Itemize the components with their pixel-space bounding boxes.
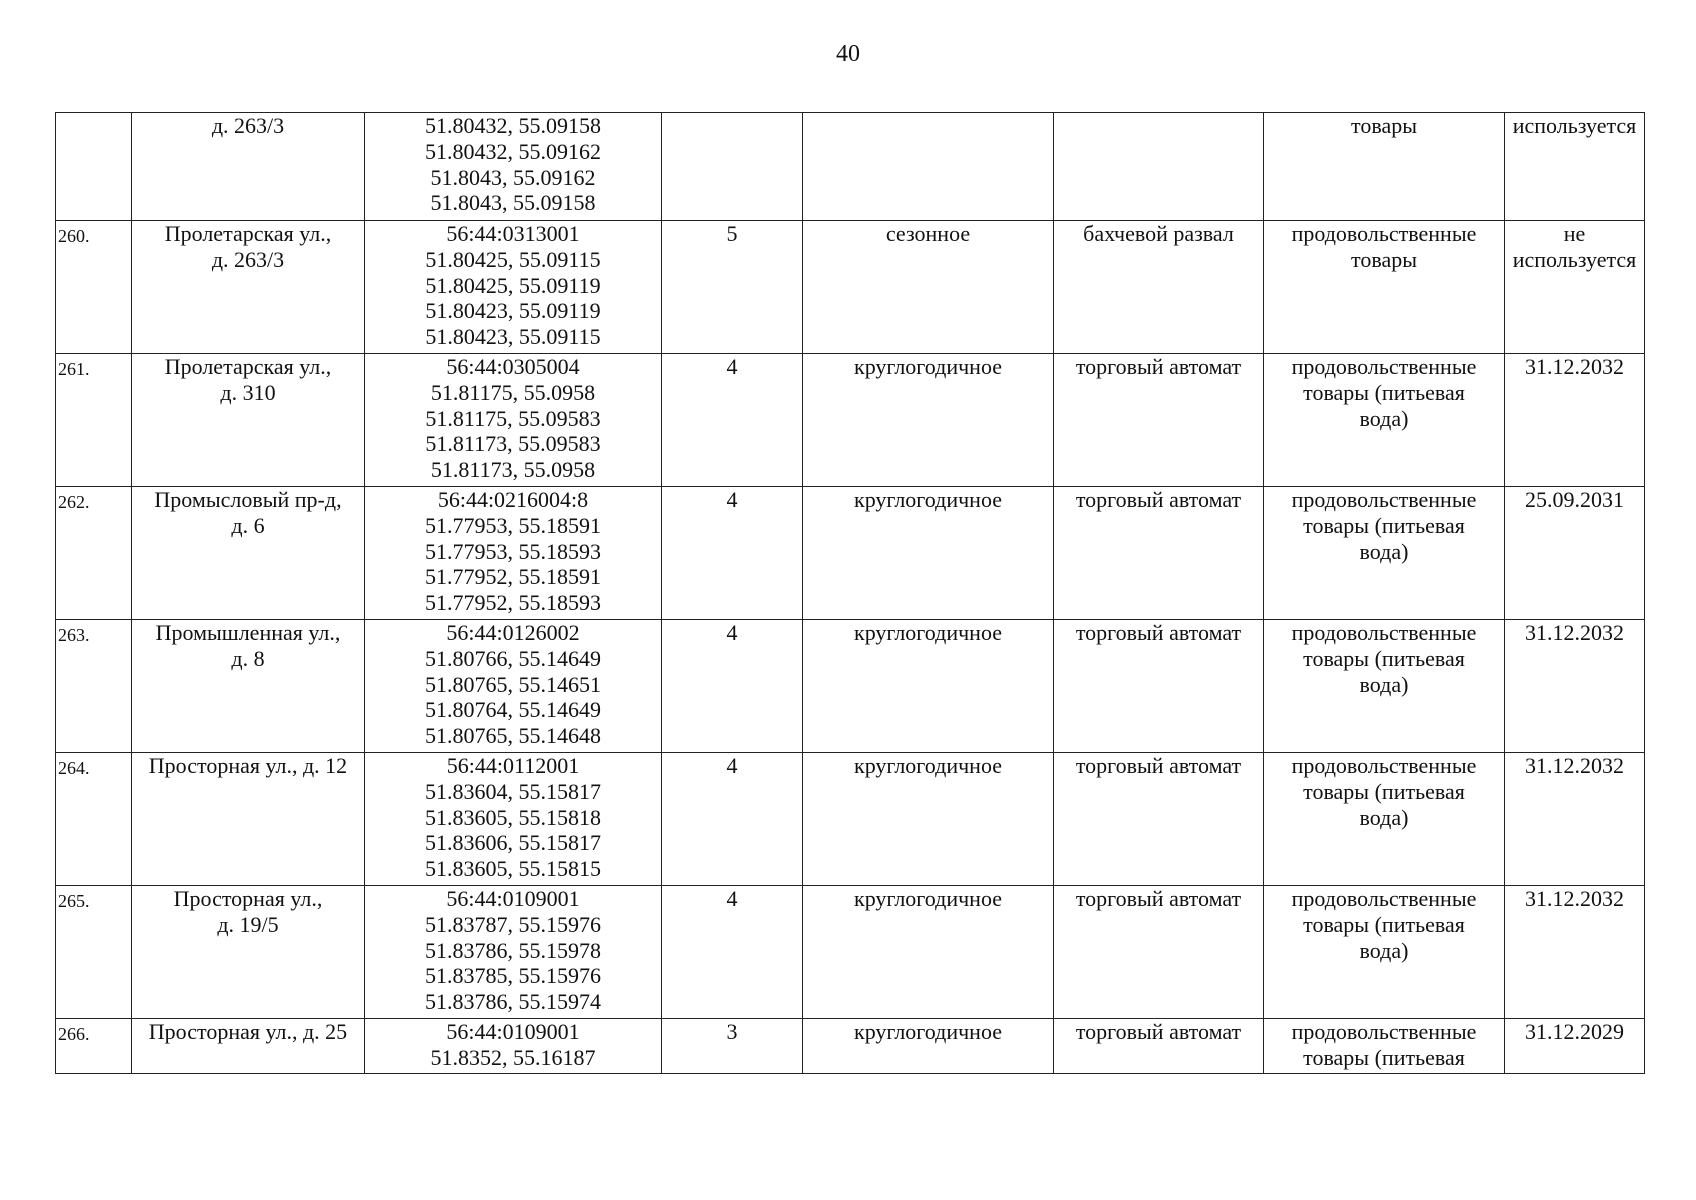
goods-line: товары (питьевая xyxy=(1303,512,1465,538)
count-cell: 5 xyxy=(662,221,803,354)
coordinate-line: 51.81175, 55.0958 xyxy=(430,379,596,405)
address-line: Пролетарская ул., xyxy=(164,221,332,246)
coordinate-line: 51.80764, 55.14649 xyxy=(425,697,601,723)
address-line: Промысловый пр-д, xyxy=(154,487,342,512)
address-line: д. 19/5 xyxy=(217,911,279,937)
goods-line: товары (питьевая xyxy=(1303,778,1465,804)
coordinates-cell xyxy=(365,1019,662,1074)
count-cell: 4 xyxy=(662,886,803,1019)
object-type-cell xyxy=(1054,113,1264,221)
address-line: Пролетарская ул., xyxy=(164,354,332,379)
coordinate-line: 51.80766, 55.14649 xyxy=(425,645,601,671)
table-row xyxy=(56,886,1645,1019)
coordinate-line: 51.80423, 55.09119 xyxy=(425,298,601,324)
goods-line: товары xyxy=(1351,113,1417,138)
goods-cell xyxy=(1264,487,1505,620)
term-cell xyxy=(1505,620,1645,753)
goods-line: продовольственные xyxy=(1291,620,1477,645)
object-type-cell: торговый автомат xyxy=(1054,753,1264,886)
count-cell: 3 xyxy=(662,1019,803,1074)
period-cell: круглогодичное xyxy=(803,886,1054,1019)
cadastre-number: 56:44:0126002 xyxy=(446,620,580,645)
coordinates-cell xyxy=(365,620,662,753)
row-number: 262. xyxy=(56,487,132,620)
address-cell xyxy=(132,620,365,753)
term-line: не xyxy=(1563,221,1586,246)
coordinate-line: 51.8352, 55.16187 xyxy=(430,1044,596,1070)
goods-cell xyxy=(1264,354,1505,487)
coordinate-line: 51.83605, 55.15815 xyxy=(425,856,601,882)
row-number: 260. xyxy=(56,221,132,354)
coordinates-cell xyxy=(365,886,662,1019)
period-cell: круглогодичное xyxy=(803,487,1054,620)
goods-line: товары (питьевая xyxy=(1303,379,1465,405)
period-cell: круглогодичное xyxy=(803,354,1054,487)
term-cell xyxy=(1505,354,1645,487)
address-line: д. 263/3 xyxy=(211,113,285,138)
address-line: д. 310 xyxy=(220,379,276,405)
coordinate-line: 51.77952, 55.18591 xyxy=(425,564,601,590)
coordinate-line: 51.77952, 55.18593 xyxy=(425,590,601,616)
term-cell xyxy=(1505,113,1645,221)
coordinate-line: 51.83786, 55.15978 xyxy=(425,937,601,963)
cadastre-number: 56:44:0112001 xyxy=(446,753,580,778)
goods-line: вода) xyxy=(1359,405,1409,431)
goods-line: вода) xyxy=(1359,538,1409,564)
coordinates-cell xyxy=(365,113,662,221)
goods-line: товары (питьевая xyxy=(1303,645,1465,671)
object-type-cell: торговый автомат xyxy=(1054,354,1264,487)
coordinate-line: 51.83605, 55.15818 xyxy=(425,804,601,830)
cadastre-number: 56:44:0313001 xyxy=(446,221,580,246)
table-row xyxy=(56,753,1645,886)
page-number: 40 xyxy=(836,41,860,67)
term-line: 31.12.2032 xyxy=(1525,354,1624,379)
term-cell xyxy=(1505,221,1645,354)
coordinate-line: 51.80432, 55.09162 xyxy=(425,138,601,164)
address-cell xyxy=(132,1019,365,1074)
table-row xyxy=(56,620,1645,753)
trade-locations-table xyxy=(55,112,1645,1074)
cadastre-number: 56:44:0305004 xyxy=(446,354,580,379)
address-line: д. 6 xyxy=(231,512,265,538)
goods-cell xyxy=(1264,886,1505,1019)
coordinate-line: 51.80765, 55.14651 xyxy=(425,671,601,697)
term-line: используется xyxy=(1512,246,1637,272)
address-cell xyxy=(132,354,365,487)
count-cell: 4 xyxy=(662,487,803,620)
goods-line: товары (питьевая xyxy=(1303,1044,1465,1070)
cadastre-number: 56:44:0109001 xyxy=(446,1019,580,1044)
coordinate-line: 51.83606, 55.15817 xyxy=(425,830,601,856)
term-line: 31.12.2029 xyxy=(1525,1019,1624,1044)
period-cell xyxy=(803,113,1054,221)
coordinate-line: 51.83604, 55.15817 xyxy=(425,778,601,804)
coordinate-line: 51.8043, 55.09162 xyxy=(430,164,596,190)
coordinate-line: 51.80425, 55.09115 xyxy=(425,246,601,272)
address-line: д. 263/3 xyxy=(211,246,285,272)
address-cell xyxy=(132,221,365,354)
period-cell: круглогодичное xyxy=(803,620,1054,753)
object-type-cell: торговый автомат xyxy=(1054,1019,1264,1074)
row-number: 265. xyxy=(56,886,132,1019)
coordinate-line: 51.80423, 55.09115 xyxy=(425,324,601,350)
table-row xyxy=(56,113,1645,221)
term-cell xyxy=(1505,753,1645,886)
term-line: 25.09.2031 xyxy=(1525,487,1624,512)
coordinate-line: 51.83786, 55.15974 xyxy=(425,989,601,1015)
coordinate-line: 51.81173, 55.0958 xyxy=(430,457,596,483)
coordinate-line: 51.77953, 55.18593 xyxy=(425,538,601,564)
coordinate-line: 51.83787, 55.15976 xyxy=(425,911,601,937)
coordinates-cell xyxy=(365,221,662,354)
coordinate-line: 51.83785, 55.15976 xyxy=(425,963,601,989)
coordinate-line: 51.80432, 55.09158 xyxy=(425,113,601,138)
count-cell: 4 xyxy=(662,354,803,487)
table-row xyxy=(56,1019,1645,1074)
address-cell xyxy=(132,487,365,620)
term-line: 31.12.2032 xyxy=(1525,886,1624,911)
object-type-cell: бахчевой развал xyxy=(1054,221,1264,354)
row-number: 264. xyxy=(56,753,132,886)
count-cell: 4 xyxy=(662,620,803,753)
coordinates-cell xyxy=(365,354,662,487)
goods-line: продовольственные xyxy=(1291,221,1477,246)
coordinate-line: 51.81173, 55.09583 xyxy=(425,431,601,457)
table-row xyxy=(56,354,1645,487)
period-cell: круглогодичное xyxy=(803,1019,1054,1074)
coordinate-line: 51.77953, 55.18591 xyxy=(425,512,601,538)
table-row xyxy=(56,221,1645,354)
row-number: 261. xyxy=(56,354,132,487)
address-line: Просторная ул., д. 25 xyxy=(148,1019,348,1044)
goods-cell xyxy=(1264,1019,1505,1074)
address-line: д. 8 xyxy=(231,645,265,671)
table-row xyxy=(56,487,1645,620)
term-line: используется xyxy=(1512,113,1637,138)
cadastre-number: 56:44:0109001 xyxy=(446,886,580,911)
coordinate-line: 51.80765, 55.14648 xyxy=(425,723,601,749)
period-cell: круглогодичное xyxy=(803,753,1054,886)
count-cell: 4 xyxy=(662,753,803,886)
coordinates-cell xyxy=(365,487,662,620)
goods-cell xyxy=(1264,620,1505,753)
goods-line: продовольственные xyxy=(1291,1019,1477,1044)
period-cell: сезонное xyxy=(803,221,1054,354)
coordinate-line: 51.81175, 55.09583 xyxy=(425,405,601,431)
goods-line: вода) xyxy=(1359,937,1409,963)
cadastre-number: 56:44:0216004:8 xyxy=(437,487,589,512)
goods-line: вода) xyxy=(1359,804,1409,830)
goods-cell xyxy=(1264,753,1505,886)
goods-line: продовольственные xyxy=(1291,753,1477,778)
goods-line: вода) xyxy=(1359,671,1409,697)
term-cell xyxy=(1505,487,1645,620)
row-number: 266. xyxy=(56,1019,132,1074)
address-cell xyxy=(132,886,365,1019)
object-type-cell: торговый автомат xyxy=(1054,886,1264,1019)
term-cell xyxy=(1505,1019,1645,1074)
row-number: 263. xyxy=(56,620,132,753)
table-body xyxy=(56,113,1645,1074)
address-line: Просторная ул., xyxy=(173,886,323,911)
goods-line: продовольственные xyxy=(1291,354,1477,379)
row-number xyxy=(56,113,132,221)
address-line: Просторная ул., д. 12 xyxy=(148,753,348,778)
goods-line: товары xyxy=(1351,246,1417,272)
term-line: 31.12.2032 xyxy=(1525,620,1624,645)
count-cell xyxy=(662,113,803,221)
goods-line: товары (питьевая xyxy=(1303,911,1465,937)
term-cell xyxy=(1505,886,1645,1019)
address-line: Промышленная ул., xyxy=(155,620,341,645)
address-cell xyxy=(132,113,365,221)
address-cell xyxy=(132,753,365,886)
goods-line: продовольственные xyxy=(1291,487,1477,512)
goods-cell xyxy=(1264,221,1505,354)
object-type-cell: торговый автомат xyxy=(1054,620,1264,753)
goods-line: продовольственные xyxy=(1291,886,1477,911)
coordinate-line: 51.80425, 55.09119 xyxy=(425,272,601,298)
coordinate-line: 51.8043, 55.09158 xyxy=(430,190,596,216)
coordinates-cell xyxy=(365,753,662,886)
object-type-cell: торговый автомат xyxy=(1054,487,1264,620)
goods-cell xyxy=(1264,113,1505,221)
term-line: 31.12.2032 xyxy=(1525,753,1624,778)
